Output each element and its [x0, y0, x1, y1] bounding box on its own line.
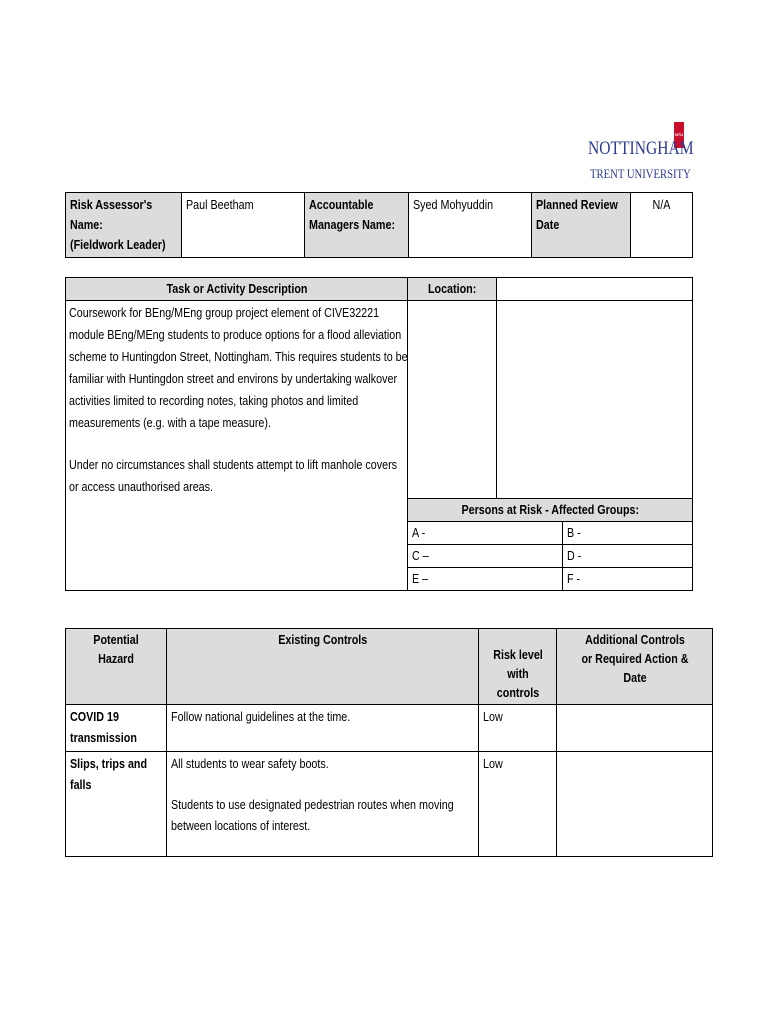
hazard-risk: Low	[483, 710, 503, 724]
assessor-label-2: Name:	[70, 218, 103, 232]
hazard-header: Potential Hazard	[93, 633, 139, 666]
group-e: E –	[412, 572, 429, 586]
controls-header-cell	[167, 629, 479, 705]
task-table	[65, 277, 693, 591]
task-heading-cell	[66, 278, 408, 301]
hazard-name-cell	[66, 752, 167, 857]
group-b: B -	[567, 526, 581, 540]
hazard-risk-cell	[479, 752, 557, 857]
header-table	[65, 192, 693, 258]
task-heading: Task or Activity Description	[166, 282, 307, 296]
group-c-cell	[408, 545, 563, 568]
assessor-label-cell	[66, 193, 182, 258]
group-f-cell	[563, 568, 693, 591]
group-b-cell	[563, 522, 693, 545]
hazard-additional-cell	[557, 705, 713, 752]
manager-label-1: Accountable	[309, 198, 374, 212]
logo-line1: NOTTINGHAM	[588, 138, 694, 159]
hazard-row	[66, 705, 713, 752]
persons-heading: Persons at Risk - Affected Groups:	[461, 503, 639, 517]
hazard-control-cell	[167, 752, 479, 857]
location-heading-blank	[497, 278, 693, 301]
location-extra-cell	[497, 301, 693, 499]
task-description-cell	[66, 301, 408, 591]
group-a: A -	[412, 526, 426, 540]
review-value: N/A	[652, 198, 671, 212]
risk-header: Risk level with controls	[493, 648, 543, 700]
assessor-value: Paul Beetham	[186, 198, 254, 212]
task-description-p2: Under no circumstances shall students attempt to lift manhole covers or access unauthorised areas.	[69, 458, 398, 494]
location-value-cell	[408, 301, 497, 499]
group-e-cell	[408, 568, 563, 591]
hazard-header-cell	[66, 629, 167, 705]
hazard-control-cell	[167, 705, 479, 752]
persons-heading-cell	[408, 499, 693, 522]
hazard-additional-cell	[557, 752, 713, 857]
logo-line2: TRENT UNIVERSITY	[590, 166, 691, 181]
logo-badge: NTU	[674, 122, 684, 148]
hazard-name: COVID 19 transmission	[70, 710, 137, 745]
hazard-control-1: Follow national guidelines at the time.	[171, 710, 351, 724]
hazard-name-cell	[66, 705, 167, 752]
assessor-label-1: Risk Assessor's	[70, 198, 153, 212]
manager-label-2: Managers Name:	[309, 218, 396, 232]
hazard-control-2: Students to use designated pedestrian routes when moving between locations of interest.	[171, 798, 454, 833]
location-heading: Location:	[427, 282, 477, 296]
group-d: D -	[567, 549, 582, 563]
hazard-name: Slips, trips and falls	[70, 757, 148, 792]
hazard-row	[66, 752, 713, 857]
group-c: C –	[412, 549, 429, 563]
review-value-cell	[631, 193, 693, 258]
review-label-2: Date	[536, 218, 560, 232]
controls-header: Existing Controls	[277, 633, 367, 647]
review-label-1: Planned Review	[536, 198, 618, 212]
assessor-label-3: (Fieldwork Leader)	[70, 238, 166, 252]
university-logo	[588, 122, 698, 186]
additional-header-cell	[557, 629, 713, 705]
manager-label-cell	[305, 193, 409, 258]
group-f: F -	[567, 572, 581, 586]
hazard-control-1: All students to wear safety boots.	[171, 757, 329, 771]
task-description-p1: Coursework for BEng/MEng group project element of CIVE32221 module BEng/MEng students to produce options for a flood alleviation scheme to Huntingdon Street, Nottingham. This requires students to be familiar with Huntingdon street and environs by undertaking walkover activities limited to recording notes, taking photos and limited measurements (e.g. with a tape measure).	[69, 306, 408, 430]
review-label-cell	[532, 193, 631, 258]
manager-value: Syed Mohyuddin	[413, 198, 494, 212]
group-d-cell	[563, 545, 693, 568]
group-a-cell	[408, 522, 563, 545]
hazard-risk: Low	[483, 757, 503, 771]
assessor-value-cell	[182, 193, 305, 258]
risk-header-cell	[479, 629, 557, 705]
additional-header: Additional Controls or Required Action & Date	[580, 633, 689, 685]
hazard-table	[65, 628, 713, 857]
manager-value-cell	[409, 193, 532, 258]
hazard-risk-cell	[479, 705, 557, 752]
location-heading-cell	[408, 278, 497, 301]
